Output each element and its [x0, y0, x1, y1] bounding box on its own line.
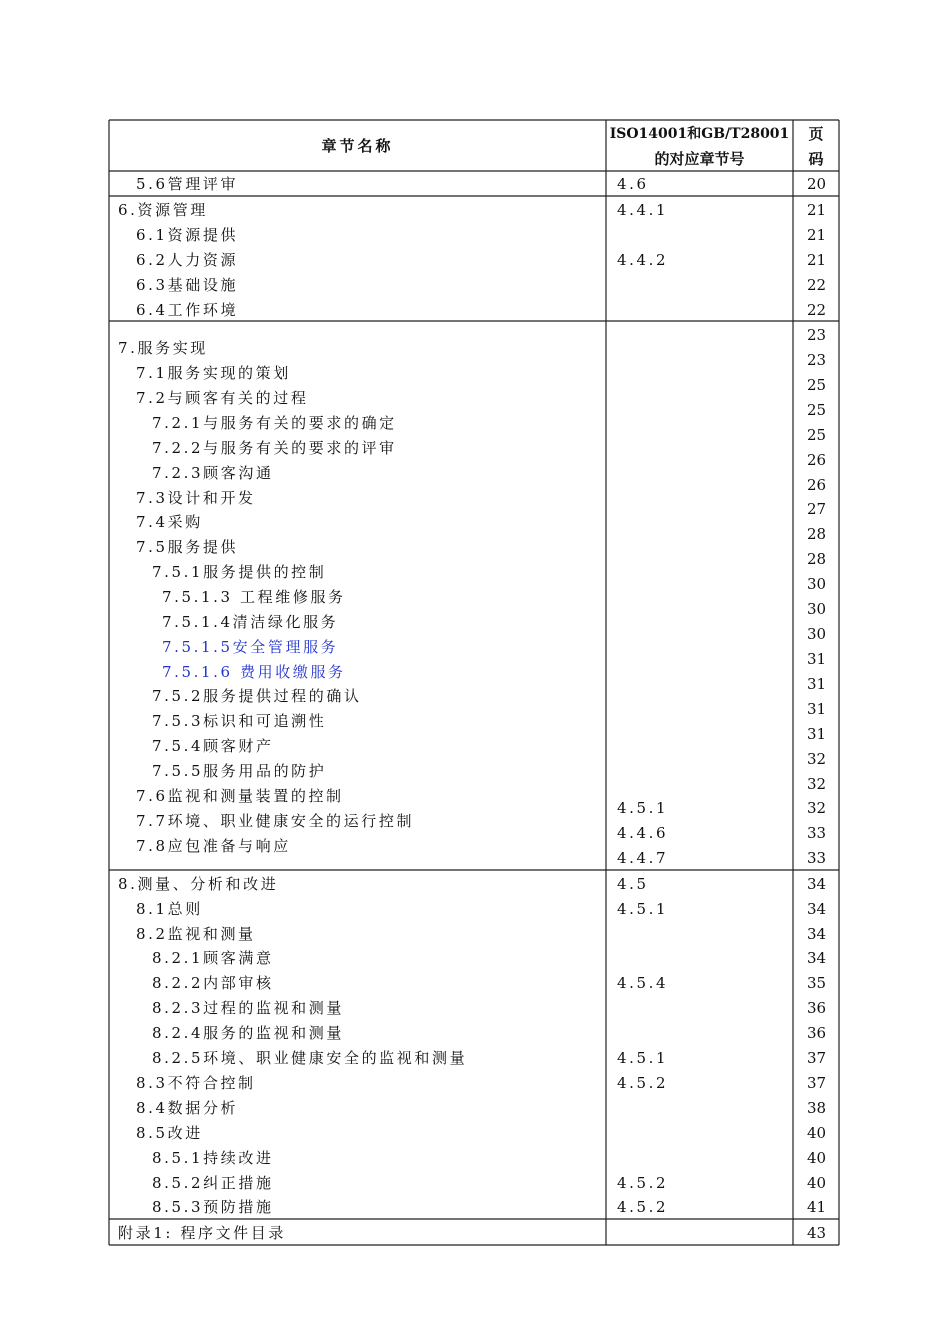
toc-entry-7-6: 7.6监视和测量装置的控制 — [136, 787, 344, 805]
iso-ref-8-2-2: 4.5.4 — [617, 974, 669, 992]
iso-ref-7-c: 4.4.7 — [617, 849, 669, 867]
toc-entry-7-5: 7.5服务提供 — [136, 538, 239, 556]
toc-entry-7-2-2: 7.2.2与服务有关的要求的评审 — [152, 439, 397, 457]
toc-entry-6-3: 6.3基础设施 — [136, 276, 239, 294]
toc-entry-8-5: 8.5改进 — [136, 1124, 203, 1142]
toc-entry-7-1: 7.1服务实现的策划 — [136, 364, 291, 382]
iso-ref-8-5-3: 4.5.2 — [617, 1198, 669, 1216]
iso-ref-8-2-5: 4.5.1 — [617, 1049, 669, 1067]
toc-entry-7-5-5: 7.5.5服务用品的防护 — [152, 762, 327, 780]
page-number-6-2: 21 — [806, 251, 827, 269]
toc-entry-6-4: 6.4工作环境 — [136, 301, 239, 319]
page-number-5-6: 20 — [806, 175, 827, 193]
toc-entry-7-5-4: 7.5.4顾客财产 — [152, 737, 274, 755]
page-number-7-13: 30 — [806, 625, 827, 643]
page-number-7-15: 31 — [806, 675, 827, 693]
toc-entry-7-7: 7.7环境、职业健康安全的运行控制 — [136, 812, 415, 830]
page-number-8-5-3: 41 — [806, 1198, 827, 1216]
iso-ref-6: 4.4.1 — [617, 201, 669, 219]
toc-entry-appendix-1: 附录1: 程序文件目录 — [118, 1224, 286, 1242]
toc-entry-8-4: 8.4数据分析 — [136, 1099, 239, 1117]
iso-ref-8-5-2: 4.5.2 — [617, 1174, 669, 1192]
page-number-6-4: 22 — [806, 301, 827, 319]
page-number-8-5-2: 40 — [806, 1174, 827, 1192]
page-number-7-17: 31 — [806, 725, 827, 743]
page-number-8-2-3: 36 — [806, 999, 827, 1017]
toc-entry-6: 6.资源管理 — [118, 201, 208, 219]
page-number-7-19: 32 — [806, 775, 827, 793]
toc-entry-7-8: 7.8应包准备与响应 — [136, 837, 291, 855]
toc-entry-7-5-2: 7.5.2服务提供过程的确认 — [152, 687, 362, 705]
toc-entry-7-4: 7.4采购 — [136, 513, 203, 531]
header-iso-ref-line1: ISO14001和GB/T28001 — [609, 126, 790, 142]
toc-entry-8-1: 8.1总则 — [136, 900, 203, 918]
page-number-7-20: 32 — [806, 799, 827, 817]
toc-entry-7-2-3: 7.2.3顾客沟通 — [152, 464, 274, 482]
iso-ref-8: 4.5 — [617, 875, 649, 893]
header-chapter-name: 章节名称 — [321, 137, 394, 155]
toc-entry-8: 8.测量、分析和改进 — [118, 875, 279, 893]
page-number-7-08: 27 — [806, 500, 827, 518]
iso-ref-6-2: 4.4.2 — [617, 251, 669, 269]
toc-entry-5-6: 5.6管理评审 — [136, 175, 239, 193]
page-number-7-22: 33 — [806, 849, 827, 867]
toc-entry-7-2-1: 7.2.1与服务有关的要求的确定 — [152, 414, 397, 432]
page-number-7-02: 23 — [806, 351, 827, 369]
page-number-8-2-4: 36 — [806, 1024, 827, 1042]
toc-entry-8-3: 8.3不符合控制 — [136, 1074, 256, 1092]
page-number-8-2: 34 — [806, 925, 827, 943]
toc-entry-7: 7.服务实现 — [118, 339, 208, 357]
page-number-7-05: 25 — [806, 426, 827, 444]
header-iso-ref-line2: 的对应章节号 — [654, 150, 745, 168]
toc-entry-8-2: 8.2监视和测量 — [136, 925, 256, 943]
toc-entry-7-3: 7.3设计和开发 — [136, 489, 256, 507]
toc-entry-6-1: 6.1资源提供 — [136, 226, 239, 244]
iso-ref-7-b: 4.4.6 — [617, 824, 669, 842]
toc-entry-7-5-3: 7.5.3标识和可追溯性 — [152, 712, 327, 730]
iso-ref-8-3: 4.5.2 — [617, 1074, 669, 1092]
iso-ref-7-a: 4.5.1 — [617, 799, 669, 817]
toc-entry-8-2-1: 8.2.1顾客满意 — [152, 949, 274, 967]
iso-ref-8-1: 4.5.1 — [617, 900, 669, 918]
page-number-7-14: 31 — [806, 650, 827, 668]
page-number-8-2-5: 37 — [806, 1049, 827, 1067]
page-number-8-5-1: 40 — [806, 1149, 827, 1167]
toc-entry-6-2: 6.2人力资源 — [136, 251, 239, 269]
page-number-7-07: 26 — [806, 476, 827, 494]
page-number-8-4: 38 — [806, 1099, 827, 1117]
page-number-7-06: 26 — [806, 451, 827, 469]
header-page-line1: 页 — [808, 125, 824, 143]
page-number-6: 21 — [806, 201, 827, 219]
toc-entry-7-5-1-3: 7.5.1.3 工程维修服务 — [162, 588, 346, 606]
page-number-7-09: 28 — [806, 525, 827, 543]
toc-entry-7-2: 7.2与顾客有关的过程 — [136, 389, 309, 407]
header-page-line2: 码 — [808, 150, 824, 168]
toc-entry-7-5-1-4: 7.5.1.4清洁绿化服务 — [162, 613, 339, 631]
page-number-7-03: 25 — [806, 376, 827, 394]
toc-entry-8-2-3: 8.2.3过程的监视和测量 — [152, 999, 344, 1017]
toc-entry-7-5-1-6[interactable]: 7.5.1.6 费用收缴服务 — [162, 663, 346, 681]
page-number-8-5: 40 — [806, 1124, 827, 1142]
page-number-6-3: 22 — [806, 276, 827, 294]
toc-entry-7-5-1-5[interactable]: 7.5.1.5安全管理服务 — [162, 638, 339, 656]
page-number-7-04: 25 — [806, 401, 827, 419]
page-number-8-2-1: 34 — [806, 949, 827, 967]
page-number-8: 34 — [806, 875, 827, 893]
page-number-7-21: 33 — [806, 824, 827, 842]
page-number-8-2-2: 35 — [806, 974, 827, 992]
toc-entry-8-2-5: 8.2.5环境、职业健康安全的监视和测量 — [152, 1049, 468, 1067]
iso-ref-5-6: 4.6 — [617, 175, 649, 193]
page-number-7-18: 32 — [806, 750, 827, 768]
page-number-appendix-1: 43 — [806, 1224, 827, 1242]
page-number-8-3: 37 — [806, 1074, 827, 1092]
toc-entry-7-5-1: 7.5.1服务提供的控制 — [152, 563, 327, 581]
page-number-7-12: 30 — [806, 600, 827, 618]
toc-entry-8-5-3: 8.5.3预防措施 — [152, 1198, 274, 1216]
page-number-6-1: 21 — [806, 226, 827, 244]
toc-entry-8-2-2: 8.2.2内部审核 — [152, 974, 274, 992]
toc-entry-8-5-1: 8.5.1持续改进 — [152, 1149, 274, 1167]
toc-entry-8-5-2: 8.5.2纠正措施 — [152, 1174, 274, 1192]
page-number-7-01: 23 — [806, 326, 827, 344]
page-number-7-16: 31 — [806, 700, 827, 718]
page-number-7-11: 30 — [806, 575, 827, 593]
page-number-8-1: 34 — [806, 900, 827, 918]
toc-entry-8-2-4: 8.2.4服务的监视和测量 — [152, 1024, 344, 1042]
page-number-7-10: 28 — [806, 550, 827, 568]
